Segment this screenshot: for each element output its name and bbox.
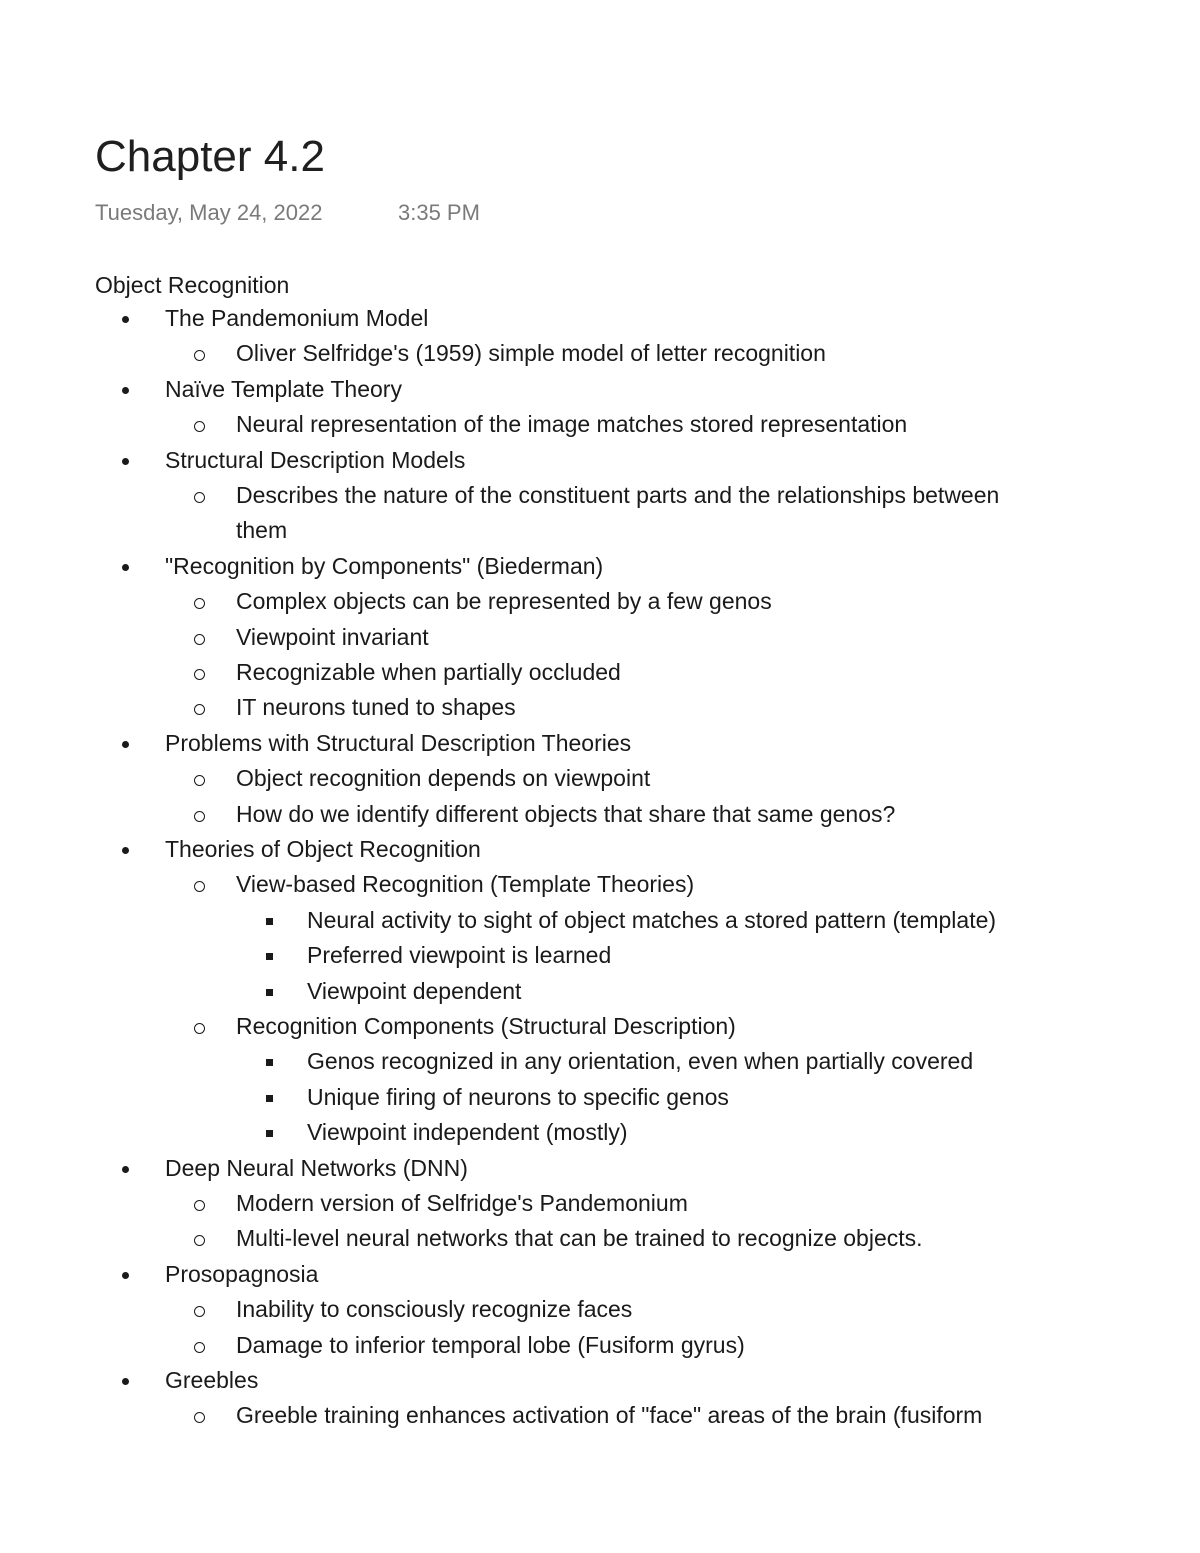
outline-subitem: Multi-level neural networks that can be trained to recognize objects. — [236, 1225, 923, 1251]
outline-item: "Recognition by Components" (Biederman) — [165, 553, 604, 579]
bullet-circle-icon — [194, 492, 205, 503]
bullet-circle-icon — [194, 1235, 205, 1246]
bullet-circle-icon — [194, 421, 205, 432]
outline-subitem: Viewpoint invariant — [236, 624, 429, 650]
outline-item: Theories of Object Recognition — [165, 836, 481, 862]
outline-subitem: Greeble training enhances activation of "face" areas of the brain (fusiform — [236, 1402, 983, 1428]
outline-subsubitem: Viewpoint independent (mostly) — [307, 1119, 628, 1145]
bullet-circle-icon — [194, 1200, 205, 1211]
section-heading: Object Recognition — [95, 272, 290, 298]
bullet-square-icon — [266, 989, 273, 996]
outline-subitem: Object recognition depends on viewpoint — [236, 765, 651, 791]
outline-item: Prosopagnosia — [165, 1261, 319, 1287]
bullet-disc-icon — [122, 1378, 129, 1385]
bullet-square-icon — [266, 1130, 273, 1137]
bullet-disc-icon — [122, 458, 129, 465]
bullet-circle-icon — [194, 634, 205, 645]
outline-subitem: Complex objects can be represented by a few genos — [236, 588, 772, 614]
bullet-square-icon — [266, 953, 273, 960]
bullet-circle-icon — [194, 704, 205, 715]
bullet-circle-icon — [194, 1023, 205, 1034]
outline-item: Structural Description Models — [165, 447, 466, 473]
bullet-disc-icon — [122, 741, 129, 748]
bullet-square-icon — [266, 1059, 273, 1066]
outline-item: The Pandemonium Model — [165, 305, 429, 331]
bullet-square-icon — [266, 918, 273, 925]
outline-subitem: Describes the nature of the constituent parts and the relationships between — [236, 482, 1000, 508]
outline-continuation: them — [236, 517, 288, 543]
outline-item: Greebles — [165, 1367, 259, 1393]
bullet-disc-icon — [122, 316, 129, 323]
outline-subitem: Damage to inferior temporal lobe (Fusiform gyrus) — [236, 1332, 745, 1358]
bullet-disc-icon — [122, 1166, 129, 1173]
bullet-circle-icon — [194, 598, 205, 609]
outline-subsubitem: Genos recognized in any orientation, even when partially covered — [307, 1048, 974, 1074]
bullet-circle-icon — [194, 1412, 205, 1423]
bullet-disc-icon — [122, 564, 129, 571]
bullet-disc-icon — [122, 387, 129, 394]
outline-item: Naïve Template Theory — [165, 376, 402, 402]
bullet-circle-icon — [194, 775, 205, 786]
bullet-circle-icon — [194, 881, 205, 892]
bullet-circle-icon — [194, 350, 205, 361]
outline-subitem: How do we identify different objects that share that same genos? — [236, 801, 896, 827]
outline-subitem: Recognizable when partially occluded — [236, 659, 621, 685]
outline-subitem: Inability to consciously recognize faces — [236, 1296, 633, 1322]
outline-subsubitem: Neural activity to sight of object matches a stored pattern (template) — [307, 907, 997, 933]
bullet-square-icon — [266, 1095, 273, 1102]
outline-item: Deep Neural Networks (DNN) — [165, 1155, 468, 1181]
outline-subitem: IT neurons tuned to shapes — [236, 694, 516, 720]
bullet-circle-icon — [194, 1306, 205, 1317]
bullet-disc-icon — [122, 1272, 129, 1279]
outline-item: Problems with Structural Description Theories — [165, 730, 632, 756]
page-title: Chapter 4.2 — [95, 132, 325, 181]
bullet-circle-icon — [194, 1342, 205, 1353]
note-time: 3:35 PM — [398, 200, 480, 225]
outline-subitem: Neural representation of the image matches stored representation — [236, 411, 908, 437]
bullet-circle-icon — [194, 669, 205, 680]
note-date: Tuesday, May 24, 2022 — [95, 200, 323, 225]
outline-subsubitem: Preferred viewpoint is learned — [307, 942, 612, 968]
bullet-circle-icon — [194, 811, 205, 822]
outline-subsubitem: Viewpoint dependent — [307, 978, 522, 1004]
outline-subitem: Recognition Components (Structural Description) — [236, 1013, 736, 1039]
bullet-disc-icon — [122, 847, 129, 854]
outline-subitem: Modern version of Selfridge's Pandemonium — [236, 1190, 688, 1216]
outline-subsubitem: Unique firing of neurons to specific genos — [307, 1084, 729, 1110]
outline-subitem: View-based Recognition (Template Theories) — [236, 871, 695, 897]
outline-subitem: Oliver Selfridge's (1959) simple model of letter recognition — [236, 340, 826, 366]
note-timestamp — [95, 200, 480, 226]
